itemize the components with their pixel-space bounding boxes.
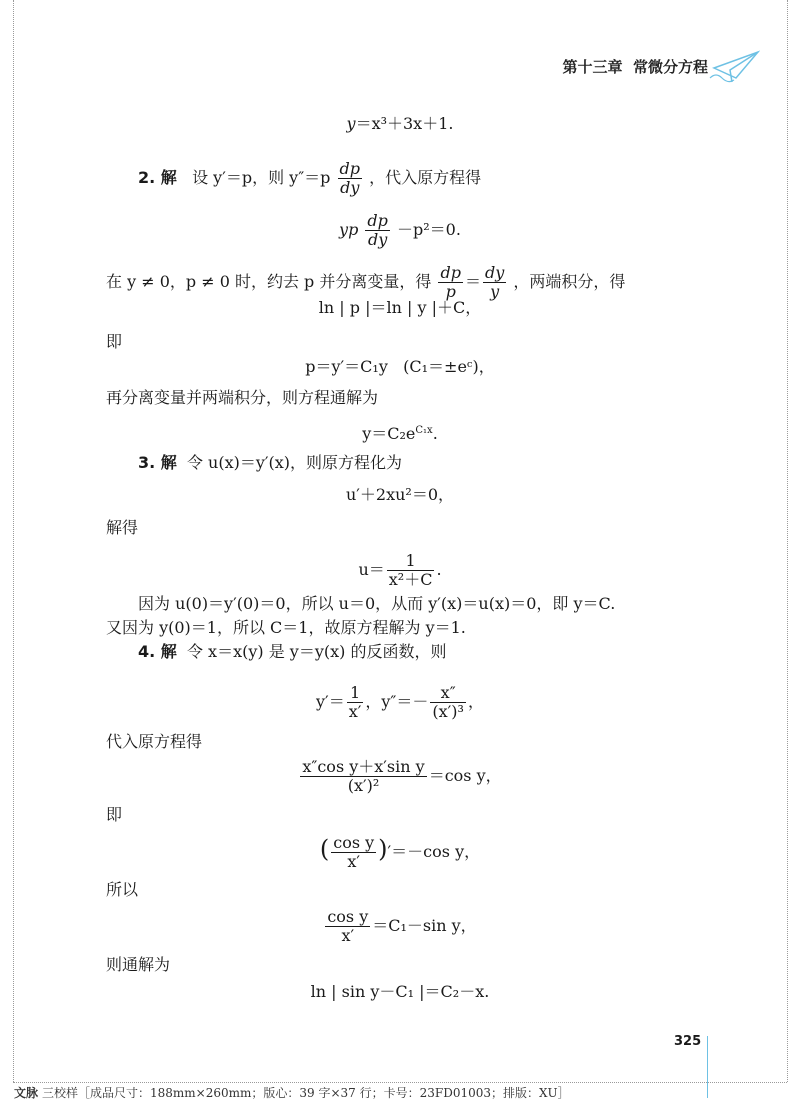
text-line-20: 即 [106, 805, 123, 824]
text-line-12: 解得 [106, 518, 139, 537]
equation-line-19: $\frac{\text{x″cos y＋x′sin y}}{\text{(x′)²}}$ ＝cos y， [302, 757, 502, 795]
chapter-number: 第十三章 [562, 58, 623, 76]
paper-plane-icon [708, 48, 760, 86]
page-accent-bar [707, 1036, 708, 1098]
page-frame-bottom [13, 1082, 787, 1083]
page-number: 325 [674, 1034, 702, 1049]
equation-line-21: ( $\frac{\text{cos y}}{x'}$ )′＝－cos y， [319, 833, 481, 871]
equation-line-1: y＝x³＋3x＋1. [346, 114, 454, 133]
equation-line-23: $\frac{\text{cos y}}{x'}$ ＝C₁－sin y， [327, 907, 477, 945]
equation-line-9: $y=C_2e^{C_1x}$. [362, 424, 438, 443]
fraction-dp-dy: $\frac{dp}{dy}$ [339, 159, 360, 197]
text-line-6: 即 [106, 332, 123, 351]
solution-4-intro: 4. 解 令 x＝x(y) 是 y＝y(x) 的反函数，则 [138, 642, 447, 661]
equation-line-17: y′＝ $\frac{1}{x'}$ ，y″＝－ $\frac{x''}{\text{(x′)³}}$ ， [316, 683, 484, 721]
equation-line-11: u′＋2xu²＝0， [345, 485, 455, 504]
equation-line-7: p＝y′＝C₁y (C₁＝±eᶜ)， [305, 357, 495, 376]
text-line-8: 再分离变量并两端积分，则方程通解为 [106, 388, 379, 407]
footer-brand: 文脉 [14, 1086, 39, 1100]
chapter-title: 常微分方程 [632, 58, 708, 76]
print-footer [14, 1084, 570, 1101]
footer-info: 三校样［成品尺寸：188mm×260mm；版心：39 字×37 行；卡号：23FD01003；排版：XU］ [42, 1086, 570, 1100]
equation-line-5: ln | p |＝ln | y |＋C， [318, 298, 482, 317]
solution-3-intro: 3. 解 令 u(x)＝y′(x)，则原方程化为 [138, 453, 403, 472]
chapter-header [563, 56, 708, 77]
equation-line-25: ln | sin y－C₁ |＝C₂－x. [310, 982, 490, 1001]
text-line-14: 因为 u(0)＝y′(0)＝0，所以 u＝0，从而 y′(x)＝u(x)＝0，即 y＝C. [138, 594, 616, 613]
problem-number-4: 4. 解 [138, 642, 177, 661]
text-line-22: 所以 [106, 880, 139, 899]
text-line-15: 又因为 y(0)＝1，所以 C＝1，故原方程解为 y＝1. [106, 618, 466, 637]
equation-line-3: yp $\frac{dp}{dy}$ －p²＝0. [339, 211, 461, 249]
text-line-24: 则通解为 [106, 955, 171, 974]
text-line-18: 代入原方程得 [106, 732, 203, 751]
equation-line-13: u＝ $\frac{1}{\text{x²＋C}}$ . [358, 551, 442, 589]
problem-number-3: 3. 解 [138, 453, 177, 472]
solution-2-intro: 2. 解 设 y′＝p，则 y″＝p $\frac{dp}{dy}$ ，代入原方程得 [138, 159, 482, 197]
text-line-4: 在 y ≠ 0，p ≠ 0 时，约去 p 并分离变量，得 $\frac{dp}{p}$ ＝ $\frac{dy}{y}$ ，两端积分，得 [106, 263, 626, 301]
problem-number-2: 2. 解 [138, 168, 177, 187]
